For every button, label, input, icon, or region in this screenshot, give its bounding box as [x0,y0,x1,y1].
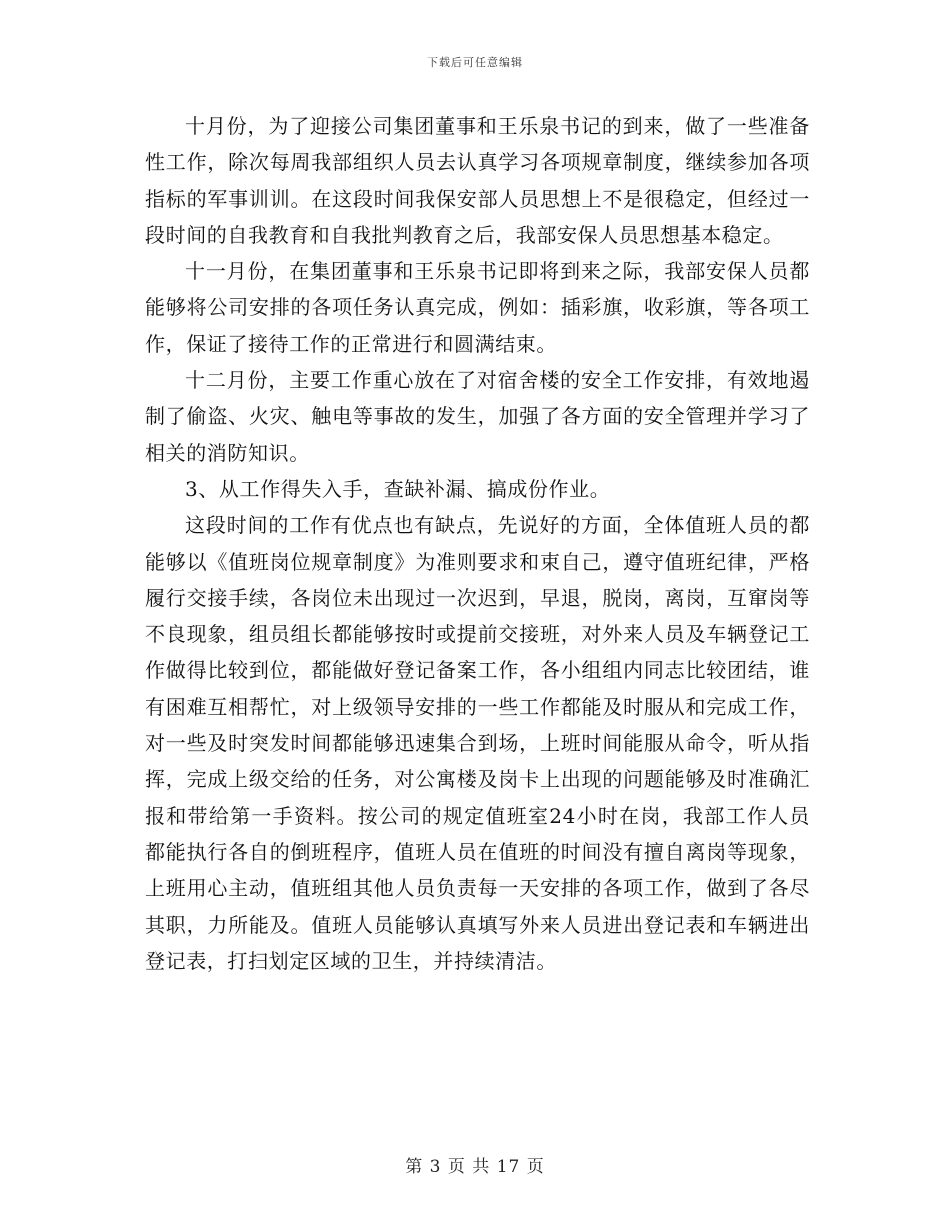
page-number-footer: 第 3 页 共 17 页 [405,1157,545,1177]
section-heading-3: 3、从工作得失入手，查缺补漏、搞成份作业。 [185,476,611,501]
paragraph-december: 十二月份，主要工作重心放在了对宿舍楼的安全工作安排，有效地遏制了偷盗、火灾、触电等事故的发生，加强了各方面的安全管理并学习了相关的消防知识。 [145,368,810,465]
page-header-note: 下载后可任意编辑 [427,56,523,69]
paragraph-summary: 这段时间的工作有优点也有缺点，先说好的方面，全体值班人员的都能够以《值班岗位规章制度》为准则要求和束自己，遵守值班纪律，严格履行交接手续，各岗位未出现过一次迟到，早退，脱岗，离岗，互窜岗等不良现象，组员组长都能够按时或提前交接班，对外来人员及车辆登记工作做得比较到位，都能做好登记备案工作，各小组组内同志比较团结，谁有困难互相帮忙，对上级领导安排的一些工作都能及时服从和完成工作，对一些及时突发时间都能够迅速集合到场，上班时间能服从命令，听从指挥，完成上级交给的任务，对公寓楼及岗卡上出现的问题能够及时准确汇报和带给第一手资料。按公司的规定值班室24小时在岗，我部工作人员都能执行各自的倒班程序，值班人员在值班的时间没有擅自离岗等现象，上班用心主动，值班组其他人员负责每一天安排的各项工作，做到了各尽其职，力所能及。值班人员能够认真填写外来人员进出登记表和车辆进出登记表，打扫划定区域的卫生，并持续清洁。 [145,513,810,973]
paragraph-october: 十月份，为了迎接公司集团董事和王乐泉书记的到来，做了一些准备性工作，除次每周我部组织人员去认真学习各项规章制度，继续参加各项指标的军事训训。在这段时间我保安部人员思想上不是很稳定，但经过一段时间的自我教育和自我批判教育之后，我部安保人员思想基本稳定。 [145,114,810,247]
document-body [145,108,810,979]
paragraph-november: 十一月份，在集团董事和王乐泉书记即将到来之际，我部安保人员都能够将公司安排的各项任务认真完成，例如：插彩旗，收彩旗，等各项工作，保证了接待工作的正常进行和圆满结束。 [145,259,810,356]
